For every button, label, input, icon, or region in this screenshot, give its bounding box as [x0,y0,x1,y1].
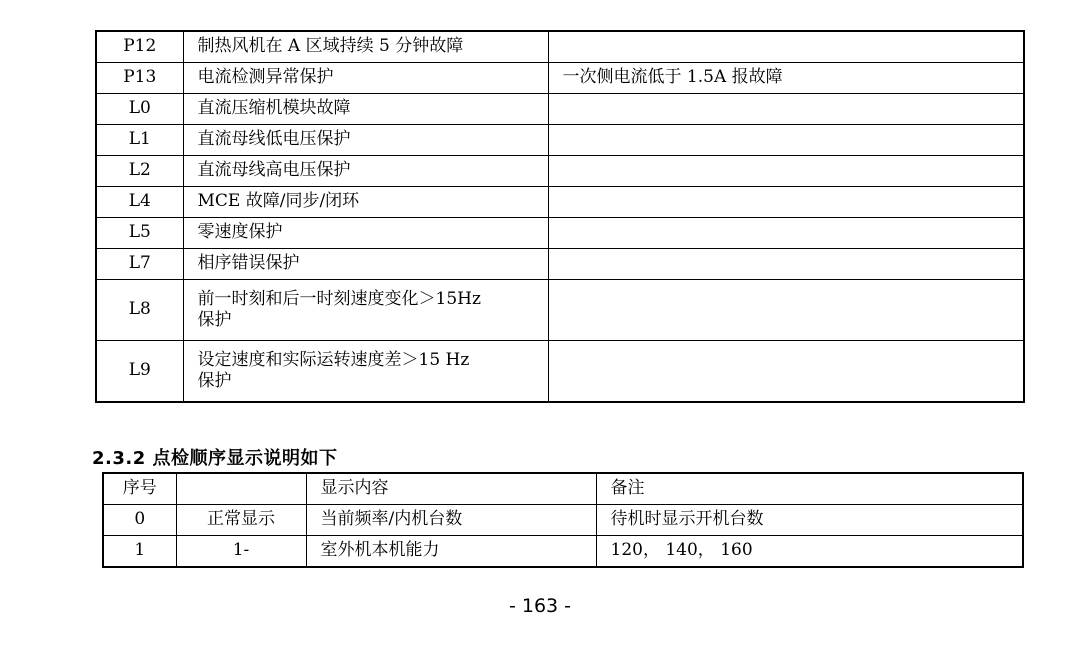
fault-note [548,125,1024,156]
table-row [96,187,1024,218]
fault-description: 零速度保护 [183,218,548,249]
sequence-number: 1 [103,536,176,568]
fault-code: L1 [96,125,183,156]
table-row [96,94,1024,125]
fault-note [548,94,1024,125]
table-row [96,218,1024,249]
fault-note [548,218,1024,249]
table-row [103,536,1023,568]
fault-description: 制热风机在 A 区域持续 5 分钟故障 [183,31,548,63]
column-header: 序号 [103,473,176,505]
table-row [96,156,1024,187]
fault-note [548,249,1024,280]
fault-description: 电流检测异常保护 [183,63,548,94]
table-row [103,505,1023,536]
sequence-number: 0 [103,505,176,536]
display-code: 正常显示 [176,505,306,536]
table-row [96,280,1024,341]
table-row [96,341,1024,403]
table-row [96,31,1024,63]
fault-description [183,280,548,341]
column-header: 备注 [596,473,1023,505]
display-content: 室外机本机能力 [306,536,596,568]
table-header-row [103,473,1023,505]
fault-code: L4 [96,187,183,218]
display-content: 当前频率/内机台数 [306,505,596,536]
fault-code: P13 [96,63,183,94]
fault-code: L9 [96,341,183,403]
fault-code: L5 [96,218,183,249]
fault-description: 直流母线低电压保护 [183,125,548,156]
table-row [96,63,1024,94]
table-row [96,125,1024,156]
fault-note [548,341,1024,403]
display-note: 120， 140， 160 [596,536,1023,568]
column-header [176,473,306,505]
check-sequence-table [102,472,1024,568]
fault-description: 相序错误保护 [183,249,548,280]
display-note: 待机时显示开机台数 [596,505,1023,536]
fault-description-line: 前一时刻和后一时刻速度变化＞15Hz [197,288,481,309]
fault-description: 直流母线高电压保护 [183,156,548,187]
fault-code: L7 [96,249,183,280]
fault-description-line: 保护 [197,371,232,391]
fault-code: L0 [96,94,183,125]
fault-code-table [95,30,1025,403]
fault-note [548,156,1024,187]
fault-code: P12 [96,31,183,63]
fault-note [548,187,1024,218]
fault-note [548,280,1024,341]
fault-code: L2 [96,156,183,187]
fault-description [183,341,548,403]
fault-description-line: 设定速度和实际运转速度差＞15 Hz [197,349,470,370]
column-header: 显示内容 [306,473,596,505]
section-heading: 2.3.2 点检顺序显示说明如下 [92,448,338,469]
fault-code: L8 [96,280,183,341]
display-code: 1- [176,536,306,568]
fault-description: 直流压缩机模块故障 [183,94,548,125]
fault-description-line: 保护 [197,310,232,330]
fault-note [548,31,1024,63]
page-number: - 163 - [508,595,572,617]
fault-description: MCE 故障/同步/闭环 [183,187,548,218]
fault-note: 一次侧电流低于 1.5A 报故障 [548,63,1024,94]
table-row [96,249,1024,280]
